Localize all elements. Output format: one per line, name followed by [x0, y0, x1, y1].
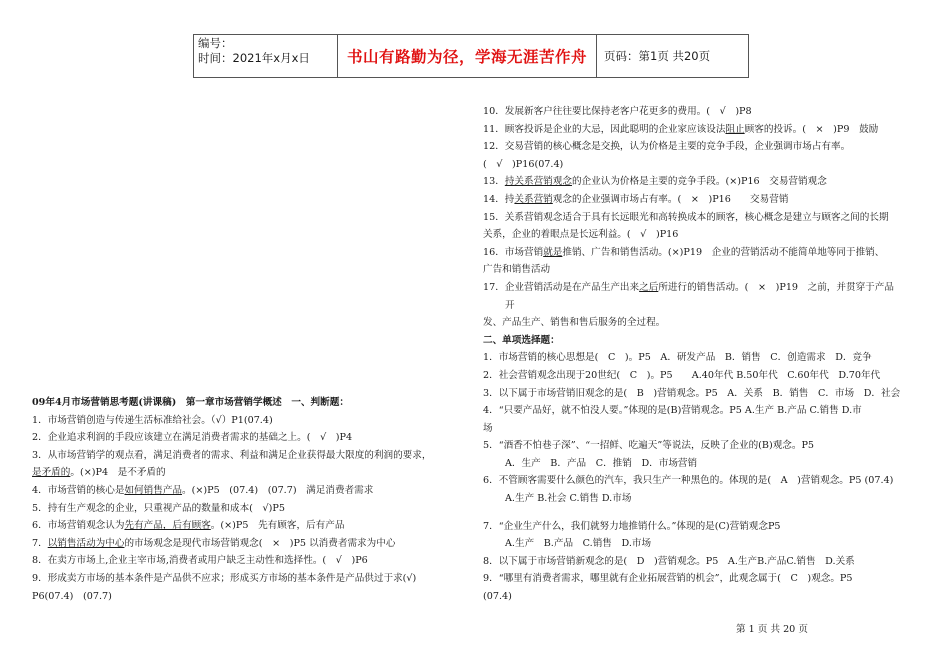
- question-3-line2: 是矛盾的。(×)P4 是不矛盾的: [32, 467, 166, 479]
- question-12-line1: 12．交易营销的核心概念是交换，认为价格是主要的竞争手段，企业强调市场占有率。: [483, 141, 851, 153]
- choice-6-line1: 6．不管顾客需要什么颜色的汽车，我只生产一种黑色的。体现的是( A )营销观念。P5 (07.4): [483, 475, 894, 487]
- header-meta: [194, 35, 337, 77]
- page-label: 页码：第1页 共20页: [604, 49, 711, 63]
- document-header: [193, 34, 749, 78]
- question-3-line1: 3．从市场营销学的观点看，满足消费者的需求、利益和满足企业获得最大限度的利润的要求，: [32, 449, 432, 461]
- question-5: 5．持有生产观念的企业，只重视产品的数量和成本( √)P5: [32, 502, 285, 514]
- question-12-line2: ( √ )P16(07.4): [483, 158, 564, 170]
- question-14: 14．持关系营销观念的企业强调市场占有率。( × )P16 交易营销: [483, 193, 789, 205]
- question-16-line2: 广告和销售活动: [483, 264, 551, 276]
- right-column: [483, 103, 915, 606]
- time-label: 时间：2021年x月x日: [198, 51, 310, 65]
- question-7: 7．以销售活动为中心的市场观念是现代市场营销观念( × )P5 以消费者需求为中心: [32, 537, 396, 549]
- question-1: 1．市场营销创造与传递生活标准给社会。（√）P1(07.4): [32, 414, 273, 426]
- question-9-line2: P6(07.4) (07.7): [32, 590, 112, 602]
- question-4: 4．市场营销的核心是如何销售产品。(×)P5 (07.4) (07.7) 满足消费者需求: [32, 484, 374, 496]
- section-2-title: 二、单项选择题：: [483, 334, 560, 346]
- question-2: 2．企业追求利润的手段应该建立在满足消费者需求的基础之上。( √ )P4: [32, 432, 353, 444]
- question-13: 13．持关系营销观念的企业认为价格是主要的竞争手段。(×)P16 交易营销观念: [483, 176, 827, 188]
- question-6: 6．市场营销观念认为先有产品，后有顾客。(×)P5 先有顾客，后有产品: [32, 520, 345, 532]
- question-8: 8．在卖方市场上,企业主宰市场,消费者或用户缺乏主动性和选择性。( √ )P6: [32, 555, 368, 567]
- question-10: 10．发展新客户往往要比保持老客户花更多的费用。( √ )P8: [483, 106, 752, 117]
- question-17-line1: 17．企业营销活动是在产品生产出来之后所进行的销售活动。( × )P19 之前，并贯穿于产品: [483, 281, 894, 293]
- left-column: [32, 394, 457, 605]
- question-17-line2: 开: [505, 299, 515, 311]
- question-11: 11．顾客投诉是企业的大忌，因此聪明的企业家应该设法阻止顾客的投诉。( × )P9 鼓励: [483, 123, 879, 135]
- choice-9-line1: 9．“哪里有消费者需求，哪里就有企业拓展营销的机会”，此观念属于( C )观念。P5: [483, 573, 853, 585]
- choice-5-options: A．生产 B．产品 C．推销 D．市场营销: [505, 457, 698, 469]
- choice-7-options: A.生产 B.产品 C.销售 D.市场: [505, 538, 652, 550]
- choice-9-line2: (07.4): [483, 591, 512, 603]
- choice-7-line1: 7．“企业生产什么，我们就努力地推销什么。”体现的是(C)营销观念P5: [483, 520, 781, 532]
- choice-8: 8．以下属于市场营销新观念的是( D )营销观念。P5 A.生产B.产品C.销售 D.关系: [483, 555, 855, 567]
- choice-1: 1．市场营销的核心思想是( C )。P5 A．研发产品 B．销售 C．创造需求 D．竞争: [483, 352, 872, 364]
- page-footer: 第 1 页 共 20 页: [736, 624, 808, 635]
- question-9-line1: 9．形成卖方市场的基本条件是产品供不应求；形成买方市场的基本条件是产品供过于求(√): [32, 572, 417, 584]
- choice-3: 3．以下属于市场营销旧观念的是( B )营销观念。P5 A．关系 B．销售 C．市场 D．社会: [483, 387, 901, 399]
- number-label: 编号：: [198, 36, 233, 50]
- motto: 书山有路勤为径，学海无涯苦作舟: [337, 35, 597, 77]
- choice-2: 2．社会营销观念出现于20世纪( C )。P5 A.40年代 B.50年代 C.60年代 D.70年代: [483, 369, 881, 381]
- choice-4-line2: 场: [483, 422, 493, 434]
- question-17-line3: 发、产品生产、销售和售后服务的全过程。: [483, 317, 666, 329]
- section-title: 09年4月市场营销思考题(讲课稿) 第一章市场营销学概述 一、判断题：: [32, 397, 349, 408]
- spacer: [483, 508, 915, 518]
- choice-4-line1: 4．“只要产品好，就不怕没人要。”体现的是(B)营销观念。P5 A.生产 B.产品 C.销售 D.市: [483, 405, 862, 417]
- choice-5-line1: 5．“酒香不怕巷子深”、“一招鲜、吃遍天”等说法，反映了企业的(B)观念。P5: [483, 440, 815, 452]
- choice-6-options: A.生产 B.社会 C.销售 D.市场: [505, 493, 632, 505]
- question-15-line1: 15．关系营销观念适合于具有长远眼光和高转换成本的顾客，核心概念是建立与顾客之间的长期: [483, 211, 889, 223]
- question-16-line1: 16．市场营销就是推销、广告和销售活动。(×)P19 企业的营销活动不能简单地等同于推销、: [483, 246, 885, 258]
- question-15-line2: 关系，企业的着眼点是长远利益。( √ )P16: [483, 229, 679, 241]
